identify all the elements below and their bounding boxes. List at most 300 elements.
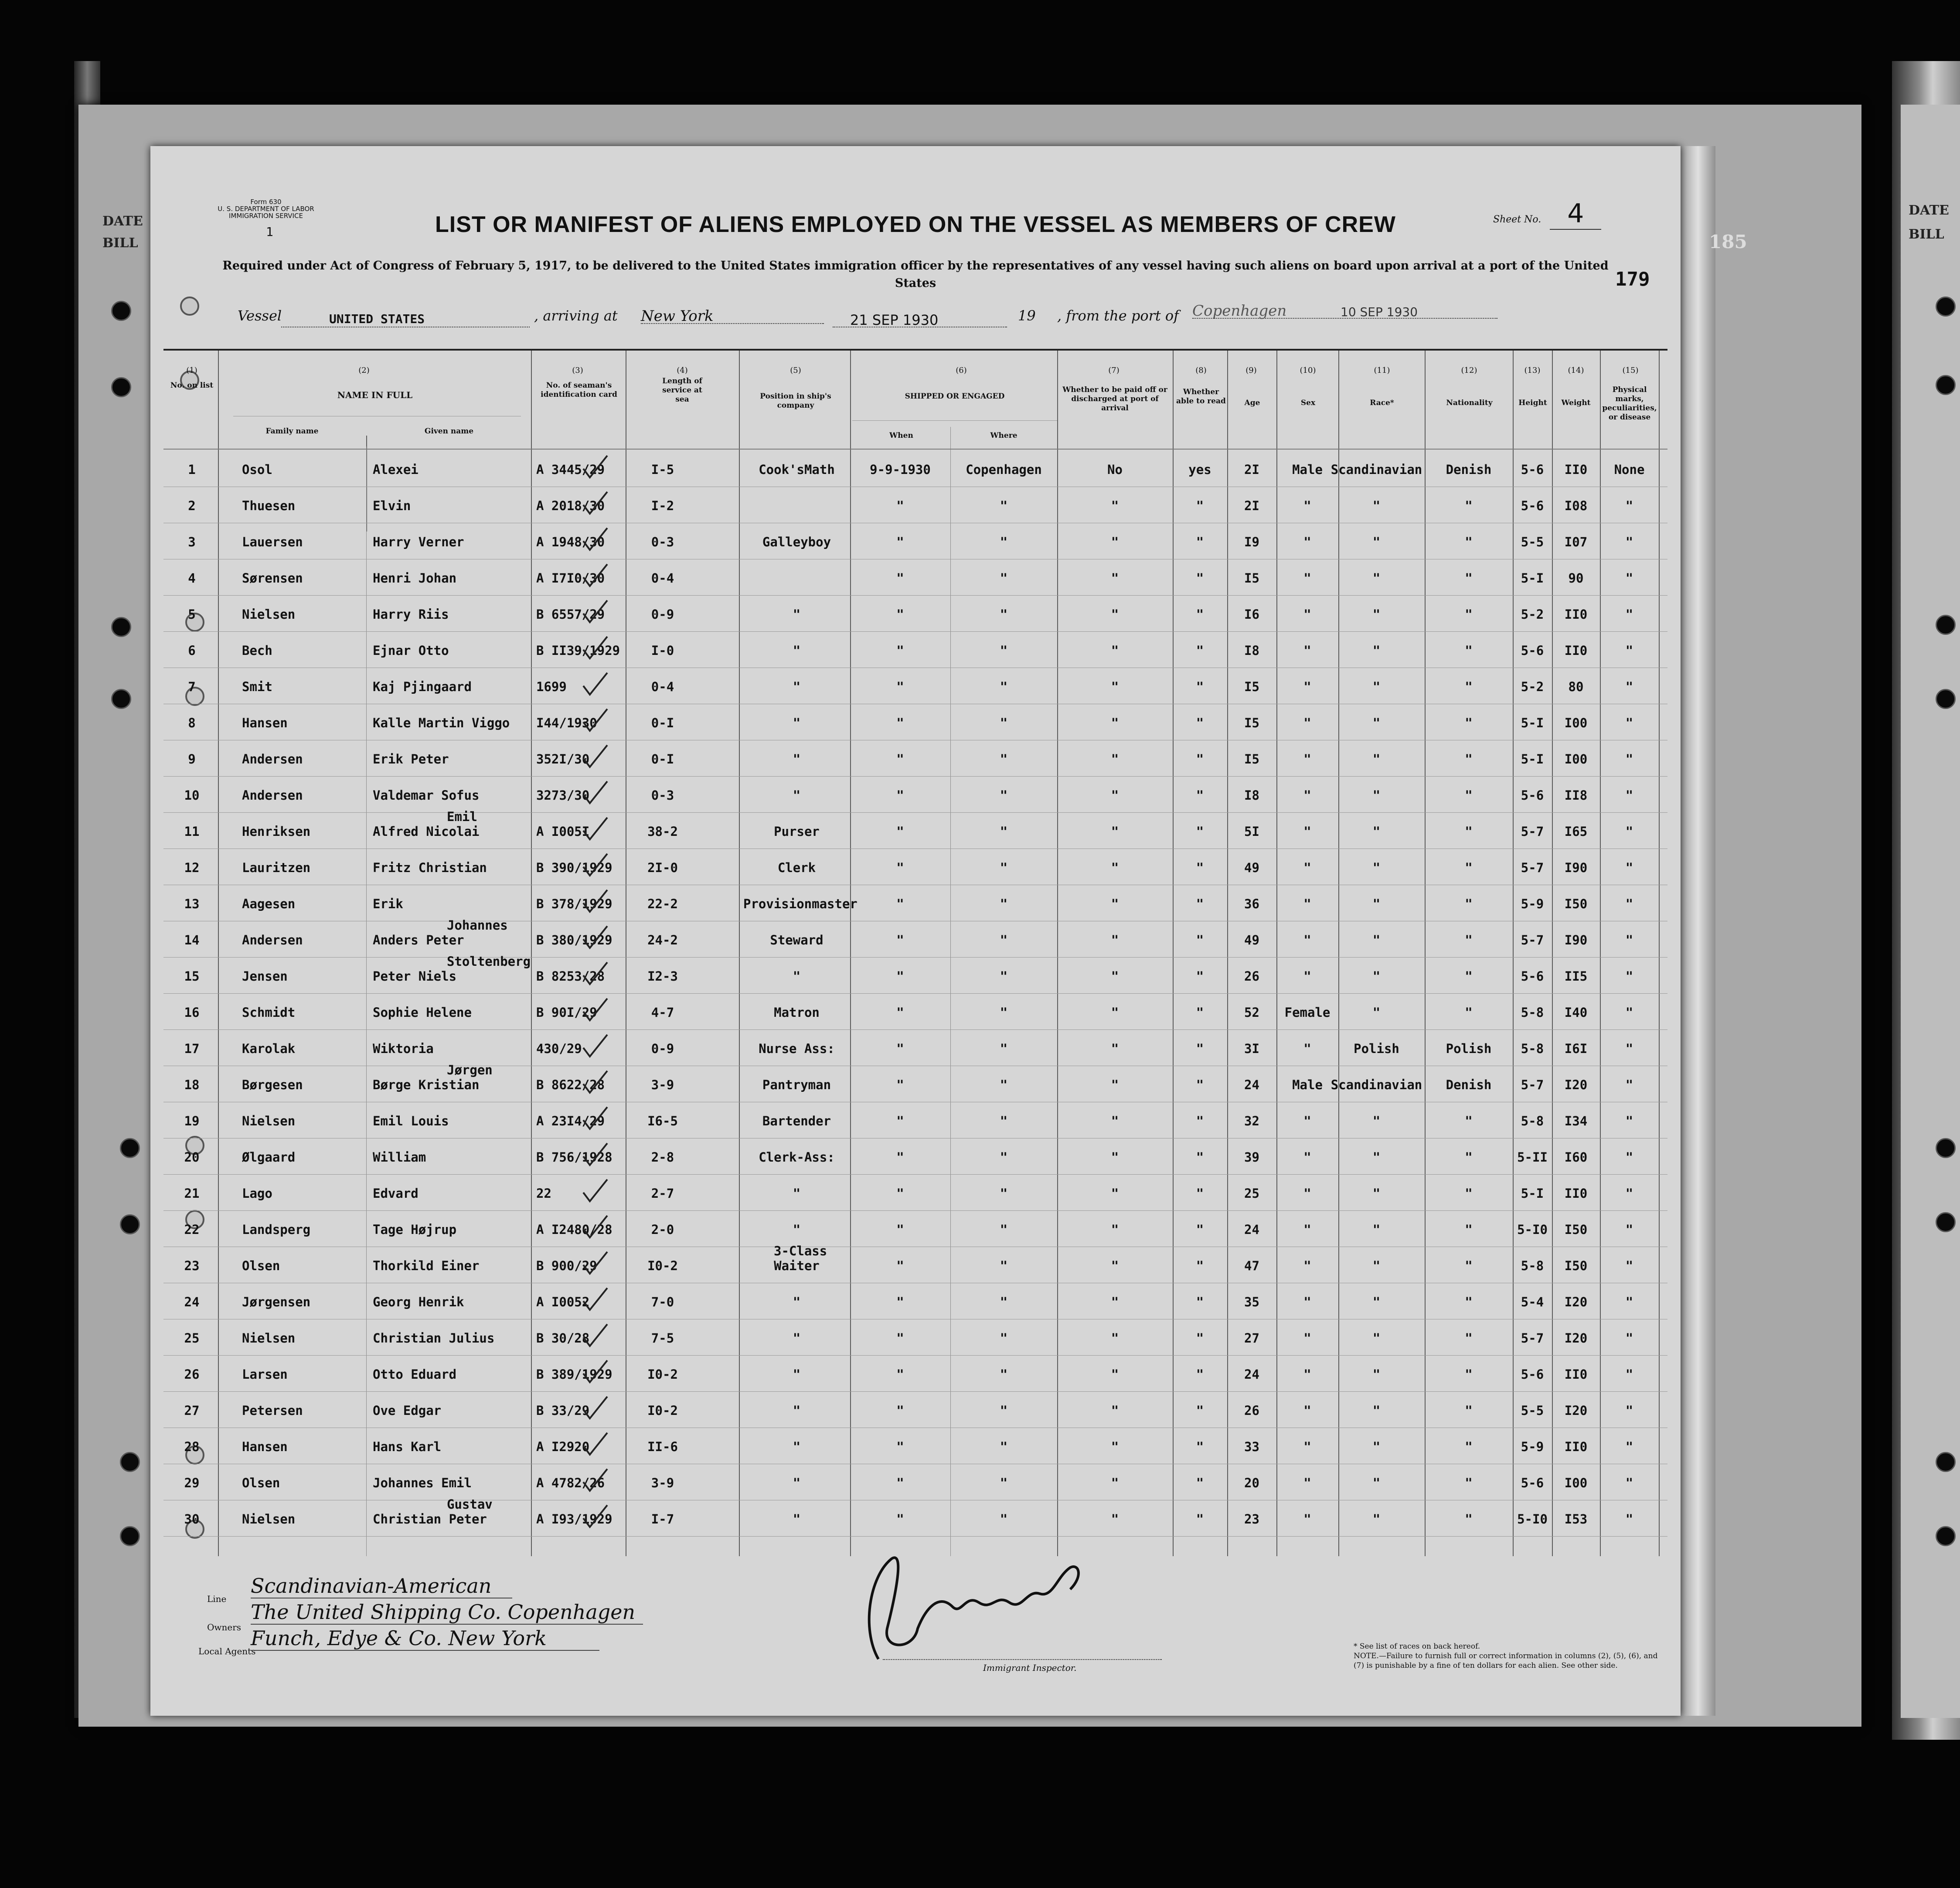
age: I8 (1244, 643, 1259, 658)
check-mark-icon (581, 1431, 612, 1457)
sex: " (1303, 860, 1311, 875)
line-label: Line (207, 1594, 227, 1604)
binder-hole (120, 1138, 140, 1158)
table-row (163, 740, 1667, 777)
table-row (163, 918, 1667, 958)
binder-hole (111, 301, 131, 321)
check-mark-icon (581, 815, 612, 842)
family-name: Ølgaard (242, 1150, 296, 1165)
shipped-where: " (1000, 535, 1008, 549)
height: 5-6 (1521, 1476, 1544, 1490)
height: 5-7 (1521, 1331, 1544, 1346)
race: " (1372, 1005, 1381, 1020)
service-length: 2-7 (651, 1186, 674, 1201)
sex: Male (1292, 462, 1323, 477)
age: I9 (1244, 535, 1259, 549)
sex: " (1303, 498, 1311, 513)
vessel-name: UNITED STATES (281, 312, 530, 327)
col-number: (5) (790, 366, 801, 375)
nationality: " (1465, 1476, 1473, 1490)
family-name: Larsen (242, 1367, 288, 1382)
paid-off: " (1111, 571, 1119, 586)
family-name: Nielsen (242, 607, 296, 622)
id-card-number: B 390/1929 (536, 860, 612, 875)
given-name: Erik Peter (373, 752, 449, 767)
shipped-where: " (1000, 571, 1008, 586)
weight: 80 (1568, 679, 1584, 694)
check-mark-icon (581, 1141, 612, 1167)
col-number: (14) (1568, 366, 1584, 375)
able-to-read: " (1196, 1476, 1204, 1490)
race: " (1372, 969, 1381, 984)
row-number: 17 (184, 1041, 200, 1056)
ship-position: " (793, 1476, 801, 1490)
weight: I50 (1564, 1258, 1588, 1273)
paid-off: " (1111, 1077, 1119, 1092)
row-number: 14 (184, 933, 200, 947)
paid-off: " (1111, 1005, 1119, 1020)
col-number: (3) (572, 366, 583, 375)
paid-off: " (1111, 1114, 1119, 1128)
able-to-read: yes (1188, 462, 1211, 477)
given-name: Wiktoria (373, 1041, 434, 1056)
given-name: Alexei (373, 462, 419, 477)
ship-position: Steward (770, 933, 823, 947)
check-mark-icon (581, 888, 612, 914)
race: " (1372, 1331, 1381, 1346)
row-number: 21 (184, 1186, 200, 1201)
family-name: Nielsen (242, 1114, 296, 1128)
ship-position: Cook'sMath (759, 462, 835, 477)
nationality: " (1465, 643, 1473, 658)
nationality: " (1465, 716, 1473, 730)
able-to-read: " (1196, 1186, 1204, 1201)
table-row (163, 954, 1667, 994)
given-name: Otto Eduard (373, 1367, 457, 1382)
given-name: Kalle Martin Viggo (373, 716, 510, 730)
shipped-when: " (896, 1439, 904, 1454)
row-number: 9 (188, 752, 196, 767)
age: 24 (1244, 1222, 1259, 1237)
table-row (163, 885, 1667, 921)
binder-hole (1936, 375, 1956, 395)
shipped-where: " (1000, 933, 1008, 947)
service-length: 7-0 (651, 1295, 674, 1309)
shipped-when: " (896, 1077, 904, 1092)
check-mark-icon (581, 526, 612, 552)
row-number: 11 (184, 824, 200, 839)
check-mark-icon (581, 924, 612, 950)
race: " (1372, 607, 1381, 622)
shipped-where: " (1000, 643, 1008, 658)
race: " (1372, 1150, 1381, 1165)
shipped-where: " (1000, 607, 1008, 622)
given-name-addition: Emil (447, 809, 477, 824)
nationality: " (1465, 1439, 1473, 1454)
weight: I53 (1564, 1512, 1588, 1527)
given-name: Emil Louis (373, 1114, 449, 1128)
able-to-read: " (1196, 607, 1204, 622)
able-to-read: " (1196, 1077, 1204, 1092)
arriving-label: , arriving at (534, 307, 618, 324)
paid-off: " (1111, 1150, 1119, 1165)
sex: " (1303, 535, 1311, 549)
sex: " (1303, 969, 1311, 984)
service-length: 3-9 (651, 1476, 674, 1490)
weight: I20 (1564, 1077, 1588, 1092)
col-number: (6) (956, 366, 967, 375)
physical-marks: " (1625, 860, 1633, 875)
department: U. S. DEPARTMENT OF LABOR (218, 205, 314, 213)
arrival-port: New York (641, 307, 824, 324)
id-card-number: A I7I0/30 (536, 571, 605, 586)
height: 5-7 (1521, 1077, 1544, 1092)
physical-marks: " (1625, 1439, 1633, 1454)
physical-marks: " (1625, 1077, 1633, 1092)
shipped-when: " (896, 1403, 904, 1418)
weight: I08 (1564, 498, 1588, 513)
family-name: Olsen (242, 1476, 280, 1490)
family-name: Lauritzen (242, 860, 311, 875)
id-card-number: B II39/1929 (536, 643, 620, 658)
family-name: Schmidt (242, 1005, 296, 1020)
id-card-number: B 8622/28 (536, 1077, 605, 1092)
ship-position: Bartender (762, 1114, 831, 1128)
punch-ring (180, 296, 199, 316)
age: 2I (1244, 498, 1259, 513)
shipped-where: " (1000, 716, 1008, 730)
physical-marks: " (1625, 788, 1633, 803)
able-to-read: " (1196, 535, 1204, 549)
service-length: 24-2 (647, 933, 678, 947)
age: 26 (1244, 1403, 1259, 1418)
given-name-addition: Johannes (447, 918, 508, 933)
header-family-name: Family name (265, 427, 319, 436)
nationality: " (1465, 896, 1473, 911)
col-number: (15) (1622, 366, 1639, 375)
binder-hole (1936, 296, 1956, 317)
given-name: Kaj Pjingaard (373, 679, 472, 694)
age: 32 (1244, 1114, 1259, 1128)
nationality: " (1465, 1295, 1473, 1309)
sex: " (1303, 679, 1311, 694)
sex: " (1303, 571, 1311, 586)
row-number: 23 (184, 1258, 200, 1273)
check-mark-icon (581, 1286, 612, 1312)
vessel-info (238, 302, 1676, 334)
shipped-where: " (1000, 896, 1008, 911)
paid-off: " (1111, 643, 1119, 658)
given-name: Ove Edgar (373, 1403, 442, 1418)
check-mark-icon (581, 1250, 612, 1276)
row-number: 25 (184, 1331, 200, 1346)
nationality: " (1465, 571, 1473, 586)
service-length: 0-3 (651, 535, 674, 549)
physical-marks: " (1625, 1222, 1633, 1237)
age: 47 (1244, 1258, 1259, 1273)
ship-position: Clerk (777, 860, 816, 875)
weight: I65 (1564, 824, 1588, 839)
given-name: Erik (373, 896, 403, 911)
given-name: Thorkild Einer (373, 1258, 480, 1273)
id-card-number: 1699 (536, 679, 567, 694)
physical-marks: " (1625, 1114, 1633, 1128)
age: 20 (1244, 1476, 1259, 1490)
able-to-read: " (1196, 1150, 1204, 1165)
nationality: " (1465, 969, 1473, 984)
nationality: Denish (1446, 1077, 1492, 1092)
given-name: Harry Riis (373, 607, 449, 622)
col-number: (11) (1374, 366, 1390, 375)
race: " (1372, 933, 1381, 947)
given-name: Peter Niels (373, 969, 457, 984)
shipped-when: " (896, 679, 904, 694)
able-to-read: " (1196, 860, 1204, 875)
weight: I90 (1564, 860, 1588, 875)
table-row (163, 487, 1667, 523)
col-number: (8) (1195, 366, 1207, 375)
service-length: 0-I (651, 752, 674, 767)
weight: I00 (1564, 752, 1588, 767)
ship-position: " (793, 1403, 801, 1418)
height: 5-8 (1521, 1114, 1544, 1128)
manifest-form (150, 146, 1681, 1716)
shipped-where: " (1000, 679, 1008, 694)
header-paid-off: Whether to be paid off or discharged at port of arrival (1062, 385, 1167, 412)
race: " (1372, 1512, 1381, 1527)
shipped-when: " (896, 969, 904, 984)
race: " (1372, 752, 1381, 767)
family-name: Nielsen (242, 1512, 296, 1527)
ship-position: " (793, 1186, 801, 1201)
ship-position: " (793, 716, 801, 730)
row-number: 3 (188, 535, 196, 549)
service-length: 0-4 (651, 571, 674, 586)
height: 5-7 (1521, 824, 1544, 839)
able-to-read: " (1196, 824, 1204, 839)
col-number: (1) (186, 366, 197, 375)
row-number: 10 (184, 788, 200, 803)
sex: " (1303, 607, 1311, 622)
family-name: Jensen (242, 969, 288, 984)
departure-port: Copenhagen (1192, 302, 1497, 319)
service-length: I-7 (651, 1512, 674, 1527)
header-id-card: No. of seaman's identification card (541, 381, 617, 399)
id-card-number: A 3445/29 (536, 462, 605, 477)
shipped-when: " (896, 752, 904, 767)
service-length: I0-2 (647, 1258, 678, 1273)
weight: II0 (1564, 1367, 1588, 1382)
able-to-read: " (1196, 1041, 1204, 1056)
age: 24 (1244, 1077, 1259, 1092)
nationality: " (1465, 933, 1473, 947)
ship-position: " (793, 1331, 801, 1346)
physical-marks: " (1625, 571, 1633, 586)
table-row (163, 451, 1667, 487)
table-row (163, 704, 1667, 740)
physical-marks: " (1625, 679, 1633, 694)
given-name: Edvard (373, 1186, 419, 1201)
family-name: Osol (242, 462, 272, 477)
row-number: 2 (188, 498, 196, 513)
family-name: Andersen (242, 933, 303, 947)
ship-position: " (793, 643, 801, 658)
weight: I40 (1564, 1005, 1588, 1020)
given-name: Valdemar Sofus (373, 788, 480, 803)
ship-position: Nurse Ass: (759, 1041, 835, 1056)
table-row (163, 1319, 1667, 1356)
paid-off: " (1111, 860, 1119, 875)
physical-marks: None (1614, 462, 1645, 477)
table-row (163, 632, 1667, 668)
table-row (163, 1428, 1667, 1464)
table-row (163, 1497, 1667, 1537)
sex: " (1303, 896, 1311, 911)
height: 5-8 (1521, 1041, 1544, 1056)
race: " (1372, 860, 1381, 875)
age: 36 (1244, 896, 1259, 911)
id-card-number: 352I/30 (536, 752, 590, 767)
physical-marks: " (1625, 824, 1633, 839)
age: 26 (1244, 969, 1259, 984)
paid-off: " (1111, 1476, 1119, 1490)
row-number: 26 (184, 1367, 200, 1382)
service-length: I6-5 (647, 1114, 678, 1128)
physical-marks: " (1625, 969, 1633, 984)
col-number: (13) (1524, 366, 1541, 375)
row-rule (163, 1536, 1667, 1537)
given-name-addition: Stoltenberg (447, 954, 531, 969)
family-name: Sørensen (242, 571, 303, 586)
paid-off: No (1107, 462, 1123, 477)
physical-marks: " (1625, 933, 1633, 947)
given-name: Ejnar Otto (373, 643, 449, 658)
table-row (163, 994, 1667, 1030)
height: 5-6 (1521, 462, 1544, 477)
nationality: " (1465, 679, 1473, 694)
weight: I50 (1564, 896, 1588, 911)
able-to-read: " (1196, 1367, 1204, 1382)
height: 5-2 (1521, 607, 1544, 622)
race: " (1372, 896, 1381, 911)
nationality: " (1465, 1512, 1473, 1527)
family-name: Thuesen (242, 498, 296, 513)
weight: I00 (1564, 716, 1588, 730)
paid-off: " (1111, 535, 1119, 549)
sex: " (1303, 1114, 1311, 1128)
check-mark-icon (581, 1105, 612, 1131)
table-row (163, 1211, 1667, 1247)
height: 5-I (1521, 571, 1544, 586)
physical-marks: " (1625, 1367, 1633, 1382)
service-length: I-0 (651, 643, 674, 658)
ship-position: Purser (774, 824, 820, 839)
shipped-when: " (896, 1476, 904, 1490)
back-sheet-fragment: DATE (102, 214, 143, 229)
race: " (1372, 788, 1381, 803)
adjacent-sheet-fragment: DATE (1909, 203, 1949, 218)
height: 5-II (1517, 1150, 1548, 1165)
weight: II0 (1564, 643, 1588, 658)
height: 5-5 (1521, 535, 1544, 549)
shipped-when: " (896, 535, 904, 549)
shipped-when: " (896, 824, 904, 839)
col-number: (9) (1245, 366, 1257, 375)
shipped-where: " (1000, 752, 1008, 767)
check-mark-icon (581, 852, 612, 878)
age: 49 (1244, 860, 1259, 875)
id-card-number: A 2018/30 (536, 498, 605, 513)
physical-marks: " (1625, 1041, 1633, 1056)
sex: " (1303, 788, 1311, 803)
binder-hole (1936, 1526, 1956, 1546)
shipped-where: " (1000, 969, 1008, 984)
able-to-read: " (1196, 1258, 1204, 1273)
age: 2I (1244, 462, 1259, 477)
shipped-where: " (1000, 498, 1008, 513)
family-name: Lago (242, 1186, 272, 1201)
shipped-when: " (896, 1114, 904, 1128)
binder-hole (111, 617, 131, 637)
physical-marks: " (1625, 1258, 1633, 1273)
table-row (163, 1392, 1667, 1428)
height: 5-I (1521, 1186, 1544, 1201)
physical-marks: " (1625, 716, 1633, 730)
col-number: (7) (1108, 366, 1120, 375)
sex: " (1303, 1476, 1311, 1490)
physical-marks: " (1625, 1403, 1633, 1418)
weight: I07 (1564, 535, 1588, 549)
paid-off: " (1111, 1403, 1119, 1418)
physical-marks: " (1625, 1150, 1633, 1165)
id-card-number: A I005I (536, 824, 590, 839)
shipped-where: " (1000, 788, 1008, 803)
id-card-number: B 380/1929 (536, 933, 612, 947)
family-name: Bech (242, 643, 272, 658)
service-length: 2I-0 (647, 860, 678, 875)
shipped-when: " (896, 1186, 904, 1201)
check-mark-icon (581, 1503, 612, 1529)
ship-position: " (793, 752, 801, 767)
shipped-where: " (1000, 1222, 1008, 1237)
height: 5-I (1521, 752, 1544, 767)
header-age: Age (1244, 399, 1260, 407)
row-number: 6 (188, 643, 196, 658)
race: " (1372, 1186, 1381, 1201)
check-mark-icon (581, 1069, 612, 1095)
nationality: Polish (1446, 1041, 1492, 1056)
nationality: " (1465, 1186, 1473, 1201)
given-name: Fritz Christian (373, 860, 487, 875)
height: 5-6 (1521, 1367, 1544, 1382)
family-name: Andersen (242, 752, 303, 767)
row-number: 30 (184, 1512, 200, 1527)
id-card-number: A 4782/26 (536, 1476, 605, 1490)
shipped-when: " (896, 1150, 904, 1165)
binder-hole (1936, 1212, 1956, 1232)
ship-position: " (793, 1439, 801, 1454)
paid-off: " (1111, 1258, 1119, 1273)
nationality: " (1465, 1367, 1473, 1382)
height: 5-I0 (1517, 1512, 1548, 1527)
paid-off: " (1111, 1186, 1119, 1201)
table-row (163, 1244, 1667, 1283)
vessel-label: Vessel (238, 307, 282, 324)
id-card-number: B 378/1929 (536, 896, 612, 911)
paid-off: " (1111, 607, 1119, 622)
service-length: 2-0 (651, 1222, 674, 1237)
paid-off: " (1111, 1295, 1119, 1309)
